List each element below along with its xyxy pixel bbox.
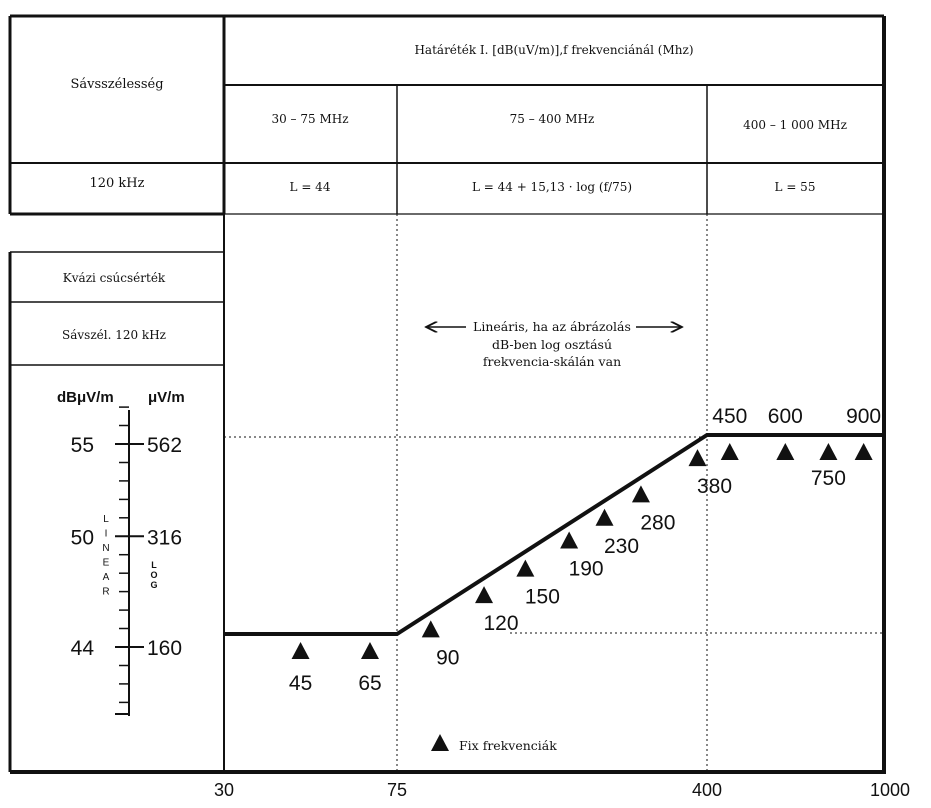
side-bandwidth-label: Sávszél. 120 kHz xyxy=(62,328,166,342)
linear-letter: N xyxy=(102,543,110,554)
fixed-freq-marker xyxy=(292,642,310,659)
fixed-freq-label: 750 xyxy=(810,467,846,490)
log-label xyxy=(150,560,157,590)
detector-label: Kvázi csúcsérték xyxy=(62,271,166,285)
fixed-freq-label: 90 xyxy=(436,646,460,670)
side-scale xyxy=(57,389,185,716)
log-letter: G xyxy=(150,580,158,590)
fixed-freq-marker xyxy=(819,443,837,460)
formula-1: L = 44 xyxy=(289,180,331,194)
fixed-freq-label: 45 xyxy=(288,672,313,695)
fixed-freq-marker xyxy=(855,443,873,460)
fixed-freq-marker xyxy=(721,443,739,460)
range-75-400: 75 – 400 MHz xyxy=(509,112,595,126)
scale-labels xyxy=(71,434,182,660)
fixed-freq-marker xyxy=(361,642,379,659)
scale-label-uv: 562 xyxy=(147,434,183,457)
scale-label-db: 55 xyxy=(70,434,94,457)
fixed-freq-marker xyxy=(516,560,534,577)
limit-header: Határéték I. [dB(uV/m)],f frekvenciánál (Mhz) xyxy=(414,43,694,57)
fixed-freq-label: 380 xyxy=(696,475,733,499)
fixed-freq-marker xyxy=(689,449,707,466)
linear-letter: E xyxy=(102,557,110,569)
linear-letter: L xyxy=(103,514,109,525)
left-axis-title: dBμV/m xyxy=(57,389,114,406)
annotation-line-1: Lineáris, ha az ábrázolás xyxy=(473,319,631,334)
linear-annotation xyxy=(426,319,682,369)
right-axis-title: μV/m xyxy=(148,389,185,406)
formula-3: L = 55 xyxy=(774,180,816,194)
log-letter: O xyxy=(150,570,158,580)
x-tick-label: 75 xyxy=(386,780,408,800)
legend-label: Fix frekvenciák xyxy=(459,738,557,753)
fixed-freq-marker xyxy=(776,443,794,460)
annotation-line-3: frekvencia-skálán van xyxy=(482,354,622,369)
fixed-freq-label: 150 xyxy=(524,585,560,609)
linear-letter: R xyxy=(102,586,110,598)
plot-frame xyxy=(10,214,886,772)
legend-triangle-icon xyxy=(431,734,449,751)
scale-label-db: 44 xyxy=(70,637,94,660)
linear-label xyxy=(102,514,109,598)
annotation-line-2: dB-ben log osztású xyxy=(491,337,613,352)
x-tick-labels xyxy=(214,780,910,800)
fixed-freq-marker xyxy=(632,485,650,502)
bandwidth-value: 120 kHz xyxy=(89,176,145,191)
fixed-freq-label: 900 xyxy=(846,405,882,428)
fixed-freq-label: 280 xyxy=(640,511,676,535)
scale-label-uv: 160 xyxy=(147,637,183,660)
legend xyxy=(431,734,557,753)
fixed-freq-marker xyxy=(475,586,493,603)
fixed-freq-label: 190 xyxy=(568,557,604,581)
fixed-freq-marker xyxy=(596,509,614,526)
linear-letter: A xyxy=(102,572,110,583)
log-letter: L xyxy=(151,560,157,570)
scale-label-uv: 316 xyxy=(147,526,183,550)
linear-letter: I xyxy=(104,528,108,540)
x-tick-label: 1000 xyxy=(869,780,911,800)
x-tick-label: 30 xyxy=(213,780,235,800)
x-tick-label: 400 xyxy=(691,780,723,800)
fixed-freq-label: 600 xyxy=(767,405,803,428)
fixed-frequency-markers xyxy=(289,405,881,695)
scale-label-db: 50 xyxy=(70,526,94,550)
range-30-75: 30 – 75 MHz xyxy=(271,112,349,126)
fixed-freq-label: 230 xyxy=(603,534,640,558)
fixed-freq-label: 450 xyxy=(712,405,748,428)
range-400-1000: 400 – 1 000 MHz xyxy=(743,118,847,132)
fixed-freq-marker xyxy=(422,620,440,637)
fixed-freq-marker xyxy=(560,532,578,549)
bandwidth-header: Sávsszélesség xyxy=(70,77,164,92)
fixed-freq-label: 65 xyxy=(358,672,382,695)
formula-2: L = 44 + 15,13 · log (f/75) xyxy=(471,180,633,194)
fixed-freq-label: 120 xyxy=(483,612,519,636)
